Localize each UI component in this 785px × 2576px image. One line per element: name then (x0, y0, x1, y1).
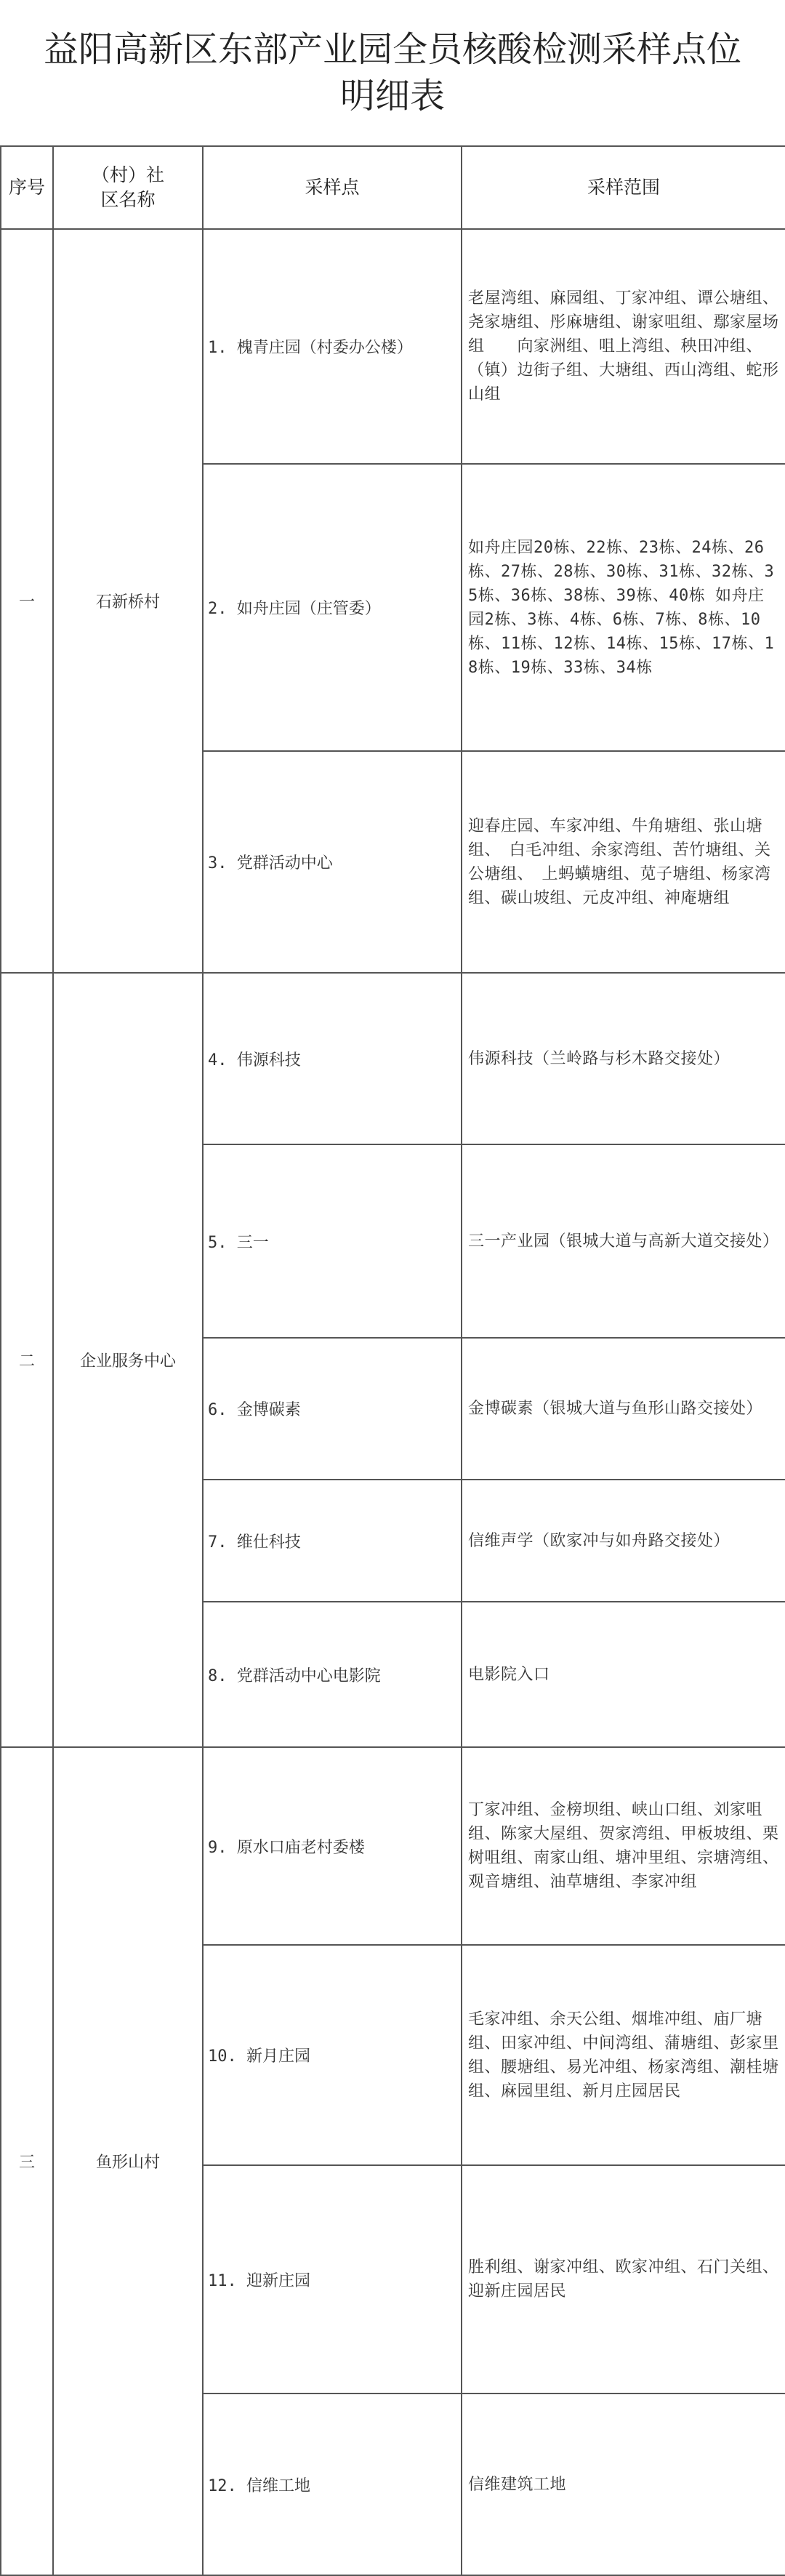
group-seq: 三 (1, 1747, 53, 2575)
sampling-range: 三一产业园（银城大道与高新大道交接处） (462, 1144, 785, 1338)
sampling-point: 8. 党群活动中心电影院 (203, 1602, 462, 1747)
sampling-point: 12. 信维工地 (203, 2394, 462, 2575)
group-seq: 一 (1, 229, 53, 973)
sampling-point: 6. 金博碳素 (203, 1338, 462, 1480)
village-name: 石新桥村 (53, 229, 203, 973)
sampling-point: 4. 伟源科技 (203, 973, 462, 1144)
header-point: 采样点 (203, 146, 462, 229)
village-name: 鱼形山村 (53, 1747, 203, 2575)
sampling-range: 胜利组、谢家冲组、欧家冲组、石门关组、迎新庄园居民 (462, 2165, 785, 2394)
village-name: 企业服务中心 (53, 973, 203, 1747)
sampling-range: 金博碳素（银城大道与鱼形山路交接处） (462, 1338, 785, 1480)
group-seq: 二 (1, 973, 53, 1747)
sampling-point: 3. 党群活动中心 (203, 751, 462, 973)
table-row (1, 973, 785, 1144)
header-range: 采样范围 (462, 146, 785, 229)
table-header-row (1, 146, 785, 229)
sampling-range: 毛家冲组、余天公组、烟堆冲组、庙厂塘组、田家冲组、中间湾组、蒲塘组、彭家里组、腰塘组、易光冲组、杨家湾组、潮桂塘组、麻园里组、新月庄园居民 (462, 1945, 785, 2165)
sampling-point: 1. 槐青庄园（村委办公楼） (203, 229, 462, 464)
sampling-range: 如舟庄园20栋、22栋、23栋、24栋、26栋、27栋、28栋、30栋、31栋、32栋、35栋、36栋、38栋、39栋、40栋 如舟庄园2栋、3栋、4栋、6栋、7栋、8栋、10栋、11栋、12栋、14栋、15栋、17栋、18栋、19栋、33栋、34栋 (462, 464, 785, 751)
sampling-range: 迎春庄园、车家冲组、牛角塘组、张山塘组、 白毛冲组、余家湾组、苦竹塘组、关公塘组、 上蚂蟥塘组、苋子塘组、杨家湾组、碳山坡组、元皮冲组、神庵塘组 (462, 751, 785, 973)
header-seq: 序号 (1, 146, 53, 229)
sampling-point: 5. 三一 (203, 1144, 462, 1338)
sampling-range: 丁家冲组、金榜坝组、峡山口组、刘家咀组、陈家大屋组、贺家湾组、甲板坡组、栗树咀组、南家山组、塘冲里组、宗塘湾组、观音塘组、油草塘组、李家冲组 (462, 1747, 785, 1945)
sampling-point: 2. 如舟庄园（庄管委） (203, 464, 462, 751)
sampling-point: 10. 新月庄园 (203, 1945, 462, 2165)
sampling-table (0, 145, 785, 2576)
sampling-range: 信维建筑工地 (462, 2394, 785, 2575)
sampling-range: 伟源科技（兰岭路与杉木路交接处） (462, 973, 785, 1144)
sampling-point: 11. 迎新庄园 (203, 2165, 462, 2394)
page-title: 益阳高新区东部产业园全员核酸检测采样点位明细表 (43, 29, 741, 116)
header-village: （村）社区名称 (53, 146, 203, 229)
sampling-point: 7. 维仕科技 (203, 1480, 462, 1602)
table-row (1, 1747, 785, 1945)
sampling-range: 老屋湾组、麻园组、丁家冲组、谭公塘组、尧家塘组、彤麻塘组、谢家咀组、鄢家屋场组 向家洲组、咀上湾组、秧田冲组、（镇）边街子组、大塘组、西山湾组、蛇形山组 (462, 229, 785, 464)
sampling-range: 信维声学（欧家冲与如舟路交接处） (462, 1480, 785, 1602)
sampling-range: 电影院入口 (462, 1602, 785, 1747)
sampling-point: 9. 原水口庙老村委楼 (203, 1747, 462, 1945)
table-row (1, 229, 785, 464)
